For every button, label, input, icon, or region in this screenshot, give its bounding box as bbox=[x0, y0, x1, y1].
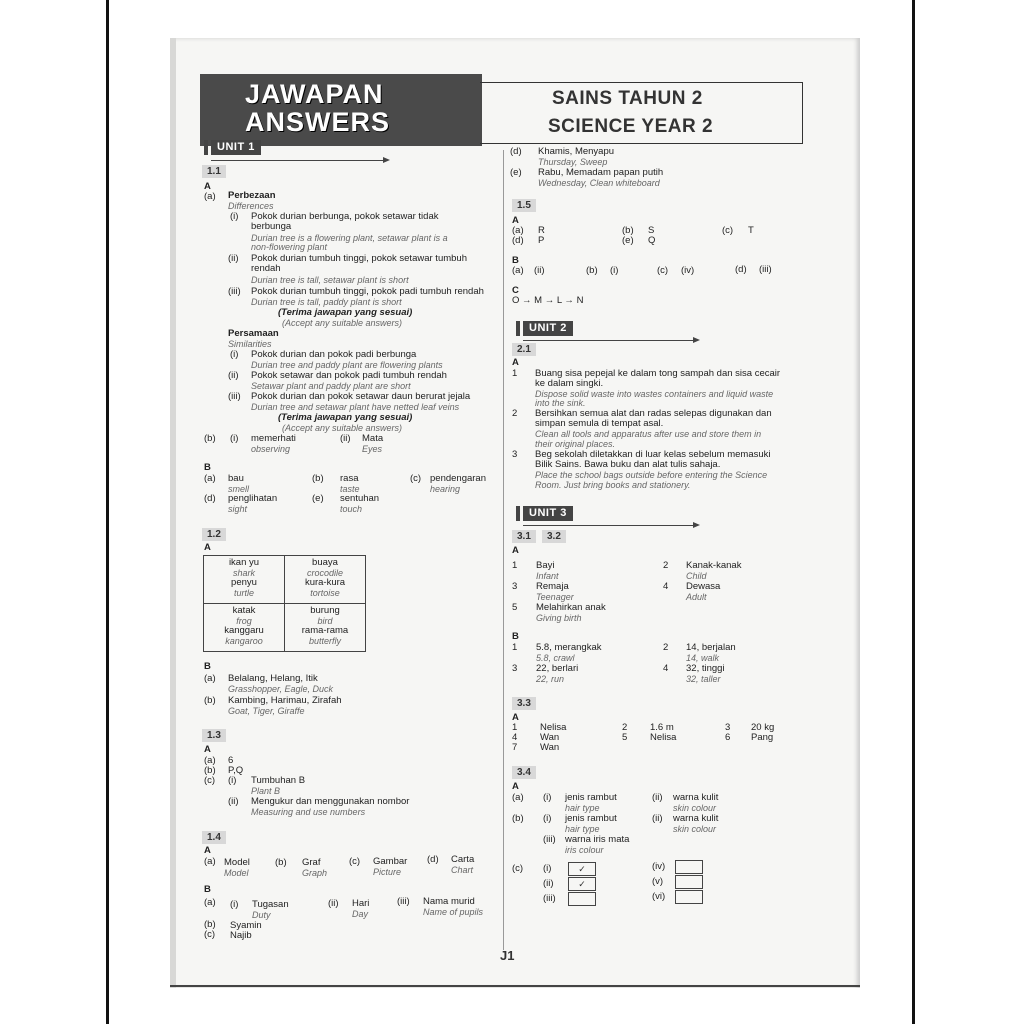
animal-malay: buaya bbox=[312, 557, 338, 568]
answer-english: Giving birth bbox=[536, 613, 582, 623]
answer-malay: Gambar bbox=[373, 856, 408, 867]
checkbox-empty bbox=[675, 875, 703, 889]
answer-malay: warna kulit bbox=[673, 792, 719, 803]
answer-malay: 32, tinggi bbox=[686, 663, 725, 674]
section-1-4: 1.4 bbox=[202, 831, 226, 844]
item-number: 3 bbox=[512, 663, 518, 674]
answer-value: Nelisa bbox=[650, 732, 677, 743]
answer-english: Infant bbox=[536, 571, 559, 581]
animal-english: shark bbox=[232, 568, 255, 578]
section-1-5: 1.5 bbox=[512, 199, 536, 212]
answer-malay: 22, berlari bbox=[536, 663, 579, 674]
item-label: (b) bbox=[204, 765, 216, 776]
answer-value: Q bbox=[648, 235, 656, 246]
answer-english: smell bbox=[228, 484, 250, 494]
answer-english: 22, run bbox=[536, 674, 565, 684]
part-label: B bbox=[204, 462, 211, 473]
item-label: (e) bbox=[622, 235, 634, 246]
answer-malay: Pokok durian dan pokok padi berbunga bbox=[251, 349, 417, 360]
item-label: (e) bbox=[312, 493, 324, 504]
item-label: (iii) bbox=[543, 834, 556, 845]
animal-malay: kura-kura bbox=[304, 577, 346, 588]
answer-malay: bau bbox=[228, 473, 244, 484]
answer-malay: warna kulit bbox=[673, 813, 719, 824]
answer-malay: ke dalam singki. bbox=[535, 378, 604, 389]
unit-tab bbox=[204, 140, 208, 155]
item-number: 2 bbox=[512, 408, 518, 419]
answer-malay: Bersihkan semua alat dan radas selepas digunakan dan bbox=[535, 408, 772, 419]
item-label: (b) bbox=[586, 265, 598, 276]
answer-english: Graph bbox=[302, 868, 328, 878]
answer-english: Place the school bags outside before entering the Science bbox=[535, 470, 768, 480]
checkbox-empty bbox=[675, 860, 703, 874]
item-label: (iii) bbox=[228, 391, 241, 402]
unit2-arrow-head bbox=[693, 337, 700, 343]
page-sheet bbox=[170, 38, 860, 988]
answer-english: Wednesday, Clean whiteboard bbox=[538, 178, 660, 188]
answer-malay: Beg sekolah diletakkan di luar kelas sebelum memasuki bbox=[535, 449, 771, 460]
answer-value: (iii) bbox=[759, 264, 772, 275]
answer-malay: jenis rambut bbox=[565, 792, 617, 803]
answer-value: T bbox=[748, 225, 754, 236]
answer-malay: Buang sisa pepejal ke dalam tong sampah dan sisa cecair bbox=[535, 368, 781, 379]
answer-value: 6 bbox=[228, 755, 234, 766]
item-label: (a) bbox=[512, 225, 524, 236]
animal-english: frog bbox=[236, 616, 252, 626]
part-label: A bbox=[512, 357, 519, 368]
answer-malay: simpan semula di tempat asal. bbox=[535, 418, 664, 429]
answer-malay: Melahirkan anak bbox=[536, 602, 606, 613]
answer-english: touch bbox=[340, 504, 363, 514]
unit2-label: UNIT 2 bbox=[523, 321, 573, 336]
item-label: (ii) bbox=[340, 433, 351, 444]
item-label: (c) bbox=[349, 856, 361, 867]
item-number: 2 bbox=[663, 642, 669, 653]
item-number: 3 bbox=[512, 581, 518, 592]
answer-malay: 5.8, merangkak bbox=[536, 642, 602, 653]
heading-malay: Perbezaan bbox=[228, 190, 276, 201]
item-label: (ii) bbox=[228, 796, 239, 807]
item-number: 3 bbox=[512, 449, 518, 460]
item-label: (ii) bbox=[228, 370, 239, 381]
answer-malay: Pokok durian tumbuh tinggi, pokok padi tumbuh rendah bbox=[251, 286, 484, 297]
table-row bbox=[204, 604, 366, 652]
part-label: C bbox=[512, 285, 519, 296]
animal-english: turtle bbox=[233, 588, 254, 598]
part-label: A bbox=[512, 781, 519, 792]
answer-english: Chart bbox=[451, 865, 474, 875]
part-label: B bbox=[512, 255, 519, 266]
answer-english: their original places. bbox=[535, 439, 616, 449]
item-number: 5 bbox=[622, 732, 628, 743]
column-divider bbox=[503, 150, 504, 950]
item-label: (a) bbox=[204, 473, 216, 484]
item-number: 2 bbox=[622, 722, 628, 733]
item-label: (a) bbox=[204, 897, 216, 908]
item-label: (b) bbox=[204, 919, 216, 930]
answer-english: 32, taller bbox=[686, 674, 721, 684]
answer-english: Model bbox=[224, 868, 249, 878]
answer-english: sight bbox=[228, 504, 248, 514]
answer-english: Plant B bbox=[251, 786, 281, 796]
animal-malay: rama-rama bbox=[301, 625, 349, 636]
animal-english: bird bbox=[317, 616, 333, 626]
heading-malay: Persamaan bbox=[228, 328, 279, 339]
answer-malay: Mata bbox=[362, 433, 384, 444]
section-2-1: 2.1 bbox=[512, 343, 536, 356]
answer-english: Child bbox=[686, 571, 707, 581]
animal-english: crocodile bbox=[306, 568, 344, 578]
checkbox-empty bbox=[568, 892, 596, 906]
answer-malay: Graf bbox=[302, 857, 321, 868]
part-label: B bbox=[512, 631, 519, 642]
checkbox-checked: ✓ bbox=[568, 877, 596, 891]
item-label: (i) bbox=[228, 775, 237, 786]
item-number: 1 bbox=[512, 642, 518, 653]
answer-malay: memerhati bbox=[251, 433, 296, 444]
animal-malay: burung bbox=[310, 605, 340, 616]
answer-english: Setawar plant and paddy plant are short bbox=[251, 381, 411, 391]
answer-english: into the sink. bbox=[535, 398, 586, 408]
answer-english: Durian tree is a flowering plant, setawar plant is a bbox=[251, 233, 448, 243]
item-label: (c) bbox=[722, 225, 734, 236]
item-label: (v) bbox=[652, 876, 664, 887]
item-label: (b) bbox=[204, 433, 216, 444]
item-label: (i) bbox=[543, 863, 552, 874]
title-english: ANSWERS bbox=[245, 107, 391, 137]
item-label: (c) bbox=[410, 473, 422, 484]
answer-value: Syamin bbox=[230, 920, 262, 931]
item-label: (d) bbox=[204, 493, 216, 504]
answer-value: 1.6 m bbox=[650, 722, 674, 733]
answer-value: Nelisa bbox=[540, 722, 567, 733]
answer-malay: Pokok durian tumbuh tinggi, pokok setawar tumbuh bbox=[251, 253, 467, 264]
page-number: J1 bbox=[500, 948, 515, 963]
answer-malay: Mengukur dan menggunakan nombor bbox=[251, 796, 410, 807]
item-label: (ii) bbox=[543, 878, 554, 889]
item-label: (iii) bbox=[543, 893, 556, 904]
section-3-4: 3.4 bbox=[512, 766, 536, 779]
answer-english: Durian tree and paddy plant are flowering plants bbox=[251, 360, 443, 370]
answer-english: Adult bbox=[686, 592, 707, 602]
item-label: (iii) bbox=[397, 896, 410, 907]
answer-malay: Pokok setawar dan pokok padi tumbuh rendah bbox=[251, 370, 447, 381]
answer-malay: sentuhan bbox=[340, 493, 380, 504]
answer-value: Pang bbox=[751, 732, 774, 743]
item-label: (iv) bbox=[652, 861, 666, 872]
answer-malay: berbunga bbox=[251, 221, 292, 232]
unit-tab bbox=[516, 321, 520, 336]
heading-english: Similarities bbox=[228, 339, 272, 349]
item-label: (c) bbox=[204, 929, 216, 940]
section-3-3: 3.3 bbox=[512, 697, 536, 710]
item-label: (e) bbox=[510, 167, 522, 178]
table-cell bbox=[285, 604, 366, 652]
item-number: 4 bbox=[512, 732, 518, 743]
unit2-arrow-line bbox=[523, 340, 693, 341]
answer-value: P,Q bbox=[228, 765, 244, 776]
answer-english: skin colour bbox=[673, 824, 717, 834]
answer-sequence: O → M → L → N bbox=[512, 295, 584, 306]
item-label: (b) bbox=[512, 813, 524, 824]
answer-malay: Bilik Sains. Bawa buku dan alat tulis sahaja. bbox=[535, 459, 721, 470]
answer-value: 20 kg bbox=[751, 722, 775, 733]
answer-malay: rasa bbox=[340, 473, 359, 484]
answer-value: Wan bbox=[540, 742, 560, 753]
answer-english: Name of pupils bbox=[423, 907, 484, 917]
item-label: (ii) bbox=[652, 792, 663, 803]
photo-border-left bbox=[106, 0, 109, 1024]
part-label: B bbox=[204, 661, 211, 672]
answer-english: iris colour bbox=[565, 845, 604, 855]
table-cell bbox=[204, 556, 285, 604]
part-label: A bbox=[512, 545, 519, 556]
answer-value: R bbox=[538, 225, 545, 236]
answer-english: Measuring and use numbers bbox=[251, 807, 366, 817]
item-label: (i) bbox=[543, 813, 552, 824]
item-number: 4 bbox=[663, 581, 669, 592]
accept-note-malay: (Terima jawapan yang sesuai) bbox=[278, 412, 413, 423]
answer-value: P bbox=[538, 235, 545, 246]
heading-english: Differences bbox=[228, 201, 274, 211]
item-number: 6 bbox=[725, 732, 731, 743]
answer-english: Duty bbox=[252, 910, 271, 920]
table-cell bbox=[204, 604, 285, 652]
answer-malay: Kanak-kanak bbox=[686, 560, 742, 571]
animal-malay: ikan yu bbox=[228, 557, 260, 568]
table-row bbox=[204, 556, 366, 604]
checkbox-empty bbox=[675, 890, 703, 904]
answer-english: Grasshopper, Eagle, Duck bbox=[228, 684, 334, 694]
item-label: (vi) bbox=[652, 891, 666, 902]
answer-value: Wan bbox=[540, 732, 560, 743]
item-label: (i) bbox=[230, 433, 239, 444]
item-label: (iii) bbox=[228, 286, 241, 297]
answer-english: 14, walk bbox=[686, 653, 720, 663]
answer-malay: Model bbox=[224, 857, 250, 868]
animal-malay: katak bbox=[232, 605, 256, 616]
answer-english: 5.8, crawl bbox=[536, 653, 575, 663]
accept-note-english: (Accept any suitable answers) bbox=[282, 423, 403, 433]
section-1-2: 1.2 bbox=[202, 528, 226, 541]
answer-malay: Tumbuhan B bbox=[251, 775, 306, 786]
unit1-label: UNIT 1 bbox=[211, 140, 261, 155]
item-label: (d) bbox=[427, 854, 439, 865]
answer-malay: Pokok durian dan pokok setawar daun berurat jejala bbox=[251, 391, 471, 402]
item-label: (c) bbox=[657, 265, 669, 276]
answer-english: Teenager bbox=[536, 592, 574, 602]
answer-malay: penglihatan bbox=[228, 493, 278, 504]
section-1-1: 1.1 bbox=[202, 165, 226, 178]
unit3-arrow-line bbox=[523, 525, 693, 526]
item-label: (b) bbox=[622, 225, 634, 236]
part-label: A bbox=[204, 181, 211, 192]
item-label: (a) bbox=[512, 265, 524, 276]
answer-english: Room. Just bring books and stationery. bbox=[535, 480, 691, 490]
answer-english: Durian tree and setawar plant have netted leaf veins bbox=[251, 402, 460, 412]
item-label: (d) bbox=[510, 146, 522, 157]
page-bottom-edge bbox=[170, 985, 860, 987]
item-number: 5 bbox=[512, 602, 518, 613]
answer-malay: jenis rambut bbox=[565, 813, 617, 824]
animal-malay: penyu bbox=[231, 577, 257, 588]
answer-malay: pendengaran bbox=[430, 473, 486, 484]
item-label: (b) bbox=[312, 473, 324, 484]
item-label: (b) bbox=[204, 695, 216, 706]
item-number: 1 bbox=[512, 722, 518, 733]
part-label: A bbox=[512, 215, 519, 226]
answer-malay: Remaja bbox=[536, 581, 569, 592]
answer-english: hair type bbox=[565, 803, 600, 813]
unit-tab bbox=[516, 506, 520, 521]
item-label: (i) bbox=[230, 899, 239, 910]
answer-malay: Pokok durian berbunga, pokok setawar tidak bbox=[251, 211, 439, 222]
item-label: (a) bbox=[204, 755, 216, 766]
item-label: (i) bbox=[230, 211, 239, 222]
answer-malay: Khamis, Menyapu bbox=[538, 146, 615, 157]
answer-english: Eyes bbox=[362, 444, 383, 454]
unit3-label: UNIT 3 bbox=[523, 506, 573, 521]
item-number: 1 bbox=[512, 560, 518, 571]
answer-malay: Bayi bbox=[536, 560, 555, 571]
accept-note-malay: (Terima jawapan yang sesuai) bbox=[278, 307, 413, 318]
item-label: (a) bbox=[204, 856, 216, 867]
subject-malay: SAINS TAHUN 2 bbox=[552, 88, 703, 109]
item-label: (d) bbox=[512, 235, 524, 246]
animal-malay: kanggaru bbox=[224, 625, 264, 636]
answer-malay: Belalang, Helang, Itik bbox=[228, 673, 318, 684]
item-label: (ii) bbox=[328, 898, 339, 909]
unit1-arrow-head bbox=[383, 157, 390, 163]
answer-value: (iv) bbox=[681, 265, 695, 276]
part-label: A bbox=[204, 542, 211, 553]
item-number: 2 bbox=[663, 560, 669, 571]
answer-english: observing bbox=[251, 444, 291, 454]
answer-english: Day bbox=[352, 909, 369, 919]
answer-english: taste bbox=[340, 484, 360, 494]
item-label: (d) bbox=[735, 264, 747, 275]
part-label: A bbox=[204, 845, 211, 856]
item-label: (i) bbox=[543, 792, 552, 803]
part-label: A bbox=[204, 744, 211, 755]
item-label: (ii) bbox=[652, 813, 663, 824]
item-label: (b) bbox=[275, 857, 287, 868]
answer-malay: Rabu, Memadam papan putih bbox=[538, 167, 664, 178]
item-label: (c) bbox=[204, 775, 216, 786]
answer-english: Clean all tools and apparatus after use and store them in bbox=[535, 429, 762, 439]
checkbox-checked: ✓ bbox=[568, 862, 596, 876]
animal-english: butterfly bbox=[308, 636, 341, 646]
item-number: 1 bbox=[512, 368, 518, 379]
item-number: 4 bbox=[663, 663, 669, 674]
item-label: (a) bbox=[512, 792, 524, 803]
unit3-arrow-head bbox=[693, 522, 700, 528]
answer-malay: Kambing, Harimau, Zirafah bbox=[228, 695, 342, 706]
section-3-1: 3.1 bbox=[512, 530, 536, 543]
subject-english: SCIENCE YEAR 2 bbox=[548, 116, 714, 137]
answer-english: Thursday, Sweep bbox=[538, 157, 608, 167]
page-binding-shadow bbox=[170, 38, 176, 988]
answer-english: Goat, Tiger, Giraffe bbox=[228, 706, 305, 716]
section-3-2: 3.2 bbox=[542, 530, 566, 543]
item-label: (a) bbox=[204, 673, 216, 684]
part-label: A bbox=[512, 712, 519, 723]
answer-malay: 14, berjalan bbox=[686, 642, 736, 653]
title-malay: JAWAPAN bbox=[245, 79, 384, 109]
item-label: (i) bbox=[230, 349, 239, 360]
item-label: (c) bbox=[512, 863, 524, 874]
answer-malay: warna iris mata bbox=[565, 834, 630, 845]
answer-english: hearing bbox=[430, 484, 461, 494]
answer-malay: rendah bbox=[251, 263, 281, 274]
answer-english: skin colour bbox=[673, 803, 717, 813]
answer-value: S bbox=[648, 225, 655, 236]
animal-english: kangaroo bbox=[225, 636, 263, 646]
answer-english: non-flowering plant bbox=[251, 242, 328, 252]
unit1-arrow-line bbox=[211, 160, 383, 161]
answer-malay: Dewasa bbox=[686, 581, 721, 592]
answer-malay: Carta bbox=[451, 854, 475, 865]
answer-english: Durian tree is tall, setawar plant is short bbox=[251, 275, 409, 285]
answer-malay: Nama murid bbox=[423, 896, 475, 907]
item-number: 7 bbox=[512, 742, 518, 753]
answer-malay: Hari bbox=[352, 898, 370, 909]
accept-note-english: (Accept any suitable answers) bbox=[282, 318, 403, 328]
animal-english: tortoise bbox=[310, 588, 340, 598]
photo-border-right bbox=[912, 0, 915, 1024]
answer-value: Najib bbox=[230, 930, 252, 941]
answer-english: hair type bbox=[565, 824, 600, 834]
answer-malay: Tugasan bbox=[252, 899, 289, 910]
answer-english: Dispose solid waste into wastes containers and liquid waste bbox=[535, 389, 774, 399]
item-label: (ii) bbox=[228, 253, 239, 264]
answer-english: Picture bbox=[373, 867, 402, 877]
part-label: B bbox=[204, 884, 211, 895]
section-1-3: 1.3 bbox=[202, 729, 226, 742]
item-label: (a) bbox=[204, 191, 216, 202]
answer-value: (ii) bbox=[534, 265, 545, 276]
table-cell bbox=[285, 556, 366, 604]
answer-value: (i) bbox=[610, 265, 619, 276]
item-number: 3 bbox=[725, 722, 731, 733]
answer-english: Durian tree is tall, paddy plant is short bbox=[251, 297, 402, 307]
animal-classification-table bbox=[203, 555, 366, 652]
